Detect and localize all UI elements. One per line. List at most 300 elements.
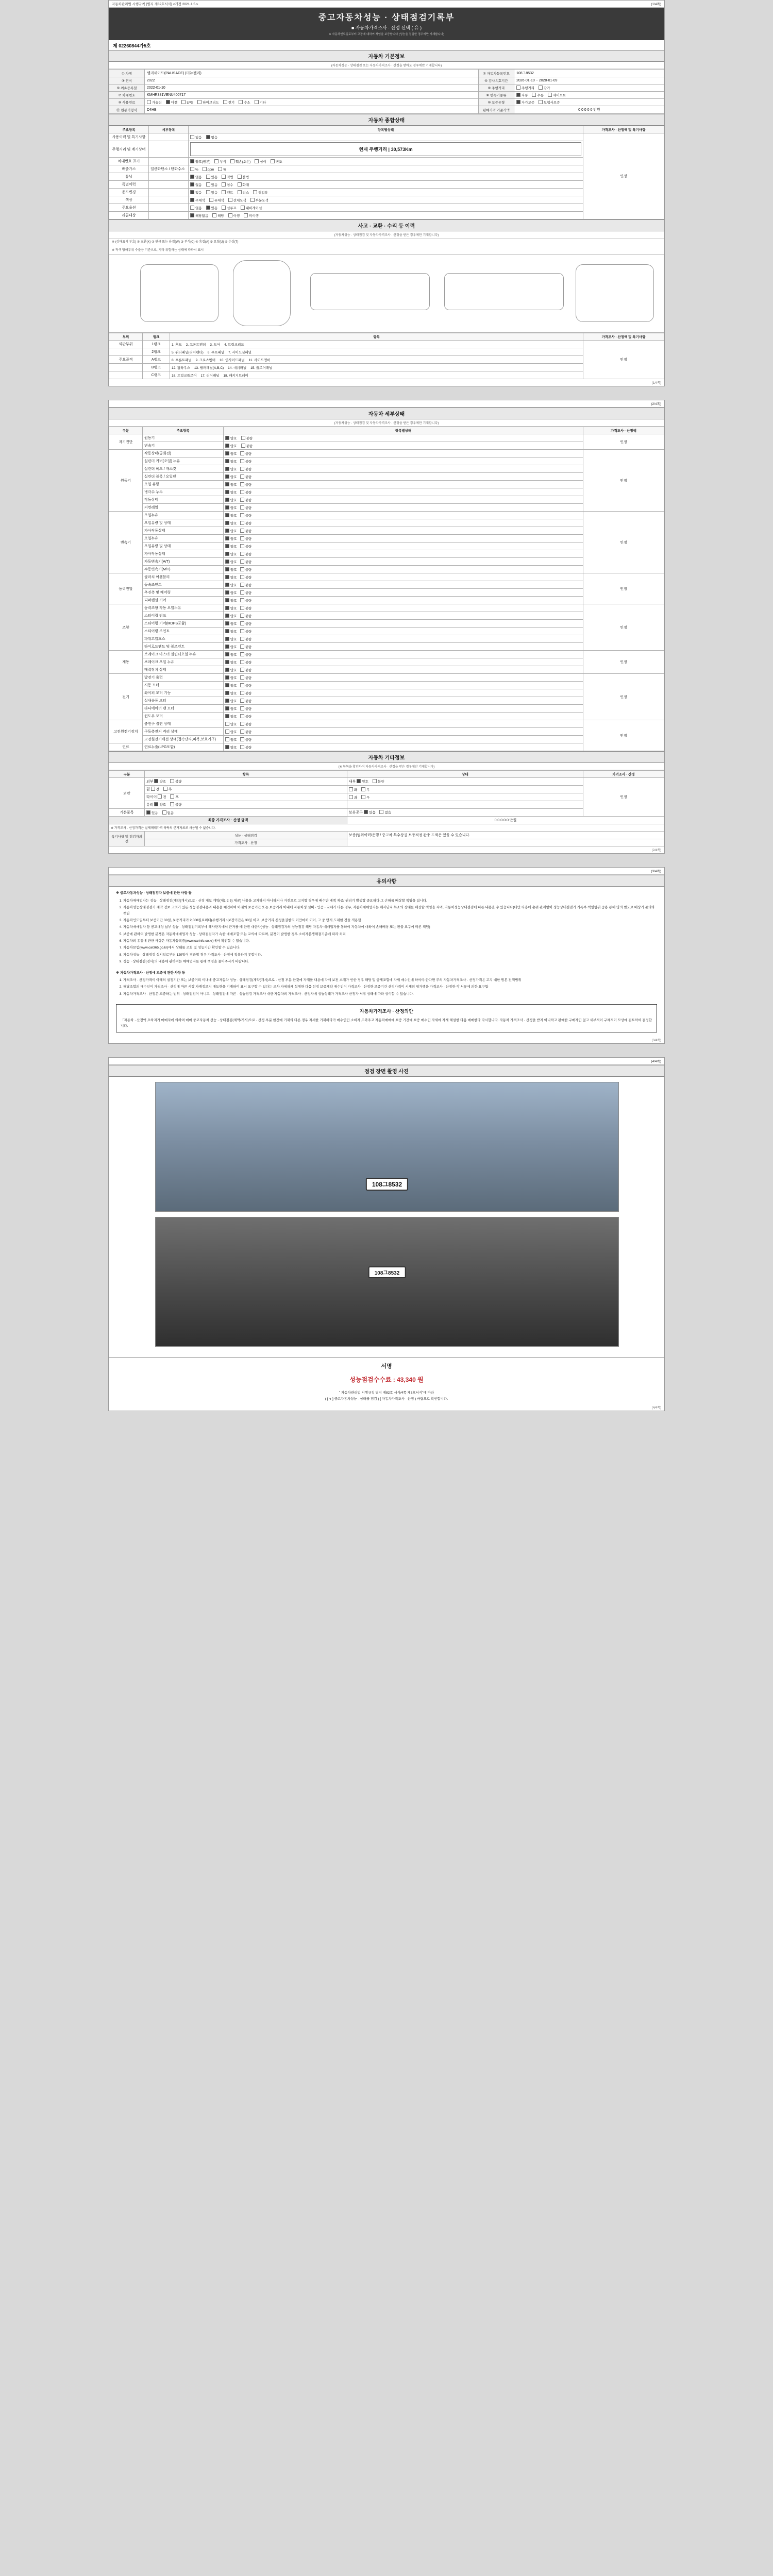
checkbox-options-1[interactable]: 있음 <box>206 206 218 210</box>
checkbox-good[interactable]: 양호 <box>225 668 237 672</box>
table-row <box>109 643 664 651</box>
table-row <box>109 189 664 196</box>
checkbox-good[interactable]: 양호 <box>225 722 237 726</box>
checkbox-good[interactable]: 양호 <box>225 699 237 703</box>
checkbox-recall-3[interactable]: 미이행 <box>244 213 259 218</box>
checkbox-good[interactable]: 양호 <box>225 474 237 479</box>
detail-state <box>224 581 583 589</box>
label-mileage: ⑥ 주행거리 <box>478 84 514 92</box>
checkbox-fuel-2[interactable]: LPG <box>181 100 193 105</box>
checkbox-good[interactable]: 양호 <box>225 490 237 495</box>
checkbox-good[interactable]: 양호 <box>225 598 237 603</box>
detail-sign-4: 인정 <box>583 573 664 604</box>
checkbox-usechange-3[interactable]: 리스 <box>238 190 249 195</box>
value-mileage-checks <box>514 84 664 92</box>
checkbox-recall-2[interactable]: 이행 <box>228 213 240 218</box>
label-vin: ⑦ 차대번호 <box>109 92 145 99</box>
frame-rank-3: B랭크 <box>143 364 170 371</box>
row-tuning-sub <box>149 173 189 181</box>
checkbox-bad[interactable]: 불량 <box>240 560 252 564</box>
detail-item: 파워고압호스 <box>143 635 224 643</box>
checkbox-good[interactable]: 양호 <box>225 629 237 634</box>
checkbox-history-no[interactable]: 없음 <box>206 135 218 140</box>
checkbox-bad[interactable]: 불량 <box>240 683 252 688</box>
etc-col-price: 가격조사 · 산정 <box>583 771 664 778</box>
checkbox-good[interactable]: 양호 <box>225 529 237 533</box>
checkbox-usechange-4[interactable]: 영업용 <box>253 190 268 195</box>
checkbox-special-2[interactable]: 침수 <box>222 182 233 187</box>
checkbox-tire-rt[interactable]: 우 <box>361 795 369 800</box>
detail-group-fuel: 연료 <box>109 743 143 751</box>
etc-state-3 <box>347 801 583 809</box>
label-fuel: ⑨ 사용연료 <box>109 99 145 106</box>
frame-item[interactable]: 12. 휠하우스 <box>172 366 190 370</box>
detail-state <box>224 635 583 643</box>
checkbox-bad[interactable]: 불량 <box>241 436 253 440</box>
checkbox-bad[interactable]: 불량 <box>240 467 252 471</box>
detail-state <box>224 550 583 558</box>
etc-state-1 <box>347 786 583 793</box>
detail-state <box>224 713 583 720</box>
row-odo-sub <box>149 141 189 158</box>
section-detail-sub: (자동차성능 · 상태점검 및 자동차가격조사 · 산정을 받은 경우에만 기재합니다) <box>109 419 664 427</box>
label-price-base: 판매가격 기준가액 <box>478 106 514 114</box>
frame-item[interactable]: 8. 프론트패널 <box>172 358 192 362</box>
document-title-band <box>109 8 664 40</box>
checkbox-good[interactable]: 양호 <box>225 567 237 572</box>
checkbox-fuel-4[interactable]: 전기 <box>223 100 235 105</box>
checkbox-int-bad[interactable]: 불량 <box>373 779 384 784</box>
checkbox-bad[interactable]: 불량 <box>240 474 252 479</box>
checkbox-good[interactable]: 양호 <box>225 544 237 549</box>
checkbox-trans-0[interactable]: 자동 <box>516 93 528 97</box>
checkbox-bad[interactable]: 불량 <box>240 621 252 626</box>
section-etc-title: 자동차 기타정보 <box>109 751 664 763</box>
table-row <box>109 658 664 666</box>
checkbox-good[interactable]: 양호 <box>225 444 237 448</box>
checkbox-bad[interactable]: 불량 <box>240 583 252 587</box>
checkbox-options-3[interactable]: 내비게이션 <box>241 206 262 210</box>
checkbox-good[interactable]: 양호 <box>225 745 237 750</box>
checkbox-warranty-0[interactable]: 자가보증 <box>516 100 534 105</box>
diagram-side-right <box>444 273 564 310</box>
checkbox-fuel-6[interactable]: 기타 <box>255 100 266 105</box>
checkbox-trans-2[interactable]: 세미오토 <box>548 93 566 97</box>
table-row <box>109 620 664 628</box>
checkbox-good[interactable]: 양호 <box>225 691 237 696</box>
etc-state-4 <box>347 809 583 817</box>
checkbox-bad[interactable]: 불량 <box>240 590 252 595</box>
checkbox-tire-l[interactable]: 좌 <box>349 795 357 800</box>
signature-title: 서명 <box>109 1357 664 1374</box>
row-vin-mark-label: 차대번호 표기 <box>109 158 149 165</box>
checkbox-good[interactable]: 양호 <box>225 575 237 580</box>
checkbox-color-0[interactable]: 무채색 <box>190 198 205 202</box>
checkbox-basic-yes[interactable]: 있음 <box>146 810 158 815</box>
row-odo-state <box>189 141 583 158</box>
checkbox-bad[interactable]: 불량 <box>240 575 252 580</box>
checkbox-bad[interactable]: 불량 <box>240 660 252 665</box>
etc-item-4 <box>145 809 347 817</box>
checkbox-bad[interactable]: 불량 <box>240 498 252 502</box>
checkbox-color-3[interactable]: 부분도색 <box>250 198 268 202</box>
checkbox-mileage-b[interactable]: 감가 <box>539 86 550 90</box>
special-sub: 성능 · 상태점검 <box>145 832 347 839</box>
checkbox-bad[interactable]: 불량 <box>240 544 252 549</box>
frame-item[interactable]: 13. 필러패널(A,B,C) <box>194 366 224 370</box>
checkbox-recall-1[interactable]: 해당 <box>212 213 224 218</box>
checkbox-bad[interactable]: 불량 <box>240 529 252 533</box>
page-number-1: (1/4쪽) <box>651 3 661 6</box>
checkbox-wheel-rt[interactable]: 우 <box>361 787 369 792</box>
checkbox-options-0[interactable]: 없음 <box>190 206 202 210</box>
checkbox-bad[interactable]: 불량 <box>240 451 252 456</box>
checkbox-bad[interactable]: 불량 <box>240 722 252 726</box>
checkbox-good[interactable]: 양호 <box>225 505 237 510</box>
table-row <box>109 212 664 219</box>
table-row <box>109 589 664 597</box>
detail-table <box>109 427 664 751</box>
checkbox-good[interactable]: 양호 <box>225 583 237 587</box>
table-row <box>109 465 664 473</box>
checkbox-bad[interactable]: 불량 <box>240 652 252 657</box>
checkbox-usechange-0[interactable]: 없음 <box>190 190 202 195</box>
checkbox-good[interactable]: 양호 <box>225 660 237 665</box>
photo-footer <box>109 1388 664 1404</box>
frame-item[interactable]: 3. 도어 <box>210 343 221 347</box>
detail-group-brake: 제동 <box>109 651 143 674</box>
row-usechange-state <box>189 189 583 196</box>
checkbox-color-1[interactable]: 유채색 <box>209 198 224 202</box>
checkbox-vin-3[interactable]: 상이 <box>255 159 266 164</box>
sheet3-topnote <box>109 868 664 875</box>
checkbox-good[interactable]: 양호 <box>225 621 237 626</box>
frame-col-items: 항목 <box>170 333 583 341</box>
checkbox-good[interactable]: 양호 <box>225 521 237 526</box>
table-row <box>109 204 664 212</box>
frame-part-3 <box>109 364 143 371</box>
table-row <box>109 165 664 173</box>
checkbox-bad[interactable]: 불량 <box>240 505 252 510</box>
table-row <box>109 612 664 620</box>
checkbox-tuning-3[interactable]: 불법 <box>238 175 249 179</box>
table-row <box>109 527 664 535</box>
emission-smoke: % <box>218 167 226 172</box>
detail-item: 타이로드엔드 및 볼조인트 <box>143 643 224 651</box>
detail-sign-6: 인정 <box>583 651 664 674</box>
table-header-row <box>109 333 664 341</box>
frame-items-1 <box>170 348 583 356</box>
detail-group-trans: 변속기 <box>109 512 143 573</box>
detail-item: 윈도우 모터 <box>143 713 224 720</box>
frame-col-price: 가격조사 · 산정액 및 특기사항 <box>583 333 664 341</box>
row-usechange-sub <box>149 189 189 196</box>
checkbox-bad[interactable]: 불량 <box>240 645 252 649</box>
checkbox-good[interactable]: 양호 <box>225 513 237 518</box>
checkbox-good[interactable]: 양호 <box>225 714 237 719</box>
frame-rank-4: C랭크 <box>143 371 170 379</box>
checkbox-history-yes[interactable]: 있음 <box>190 135 202 140</box>
table-row <box>109 597 664 604</box>
checkbox-bad[interactable]: 불량 <box>240 691 252 696</box>
table-row <box>109 839 664 846</box>
checkbox-bad[interactable]: 불량 <box>240 629 252 634</box>
checkbox-wheel-l[interactable]: 좌 <box>349 787 357 792</box>
checkbox-vin-4[interactable]: 변조 <box>271 159 282 164</box>
checkbox-good[interactable]: 양호 <box>225 451 237 456</box>
detail-item: 원동기 <box>143 434 224 442</box>
frame-item[interactable]: 2. 프론트펜더 <box>186 343 206 347</box>
frame-rank-0: 1랭크 <box>143 341 170 348</box>
checkbox-options-2[interactable]: 선루프 <box>222 206 237 210</box>
frame-item[interactable]: 5. 쿼터패널(리어펜더) <box>172 350 204 354</box>
row-history-label: 사용이력 및 특기사항 <box>109 133 149 141</box>
photo-footer-line1: " 자동차관리법 시행규칙 별지 제82호 서식/4쪽 제3호서식"에 따라 <box>339 1391 434 1395</box>
detail-state <box>224 666 583 674</box>
detail-col-price: 가격조사 · 산정액 <box>583 427 664 434</box>
checkbox-fuel-3[interactable]: 하이브리드 <box>197 100 219 105</box>
value-year: 2022 <box>145 77 479 84</box>
detail-state <box>224 519 583 527</box>
checkbox-bad[interactable]: 불량 <box>240 706 252 711</box>
detail-item: 스티어링 펌프 <box>143 612 224 620</box>
table-row <box>109 635 664 643</box>
row-special-sub <box>149 181 189 189</box>
checkbox-bad[interactable]: 불량 <box>240 675 252 680</box>
frame-item[interactable]: 14. 대쉬패널 <box>228 366 247 370</box>
checkbox-good[interactable]: 양호 <box>225 590 237 595</box>
checkbox-int-good[interactable]: 양호 <box>357 779 368 784</box>
etc-item-0 <box>145 778 347 786</box>
detail-group-engine: 원동기 <box>109 450 143 512</box>
checkbox-special-0[interactable]: 없음 <box>190 182 202 187</box>
checkbox-good[interactable]: 양호 <box>225 645 237 649</box>
detail-item: 디퍼렌셜 기어 <box>143 597 224 604</box>
checkbox-usechange-1[interactable]: 있음 <box>206 190 218 195</box>
checkbox-fuel-0[interactable]: 가솔린 <box>147 100 162 105</box>
section-accident-title: 사고 · 교환 · 수리 등 이력 <box>109 219 664 231</box>
checkbox-tuning-2[interactable]: 적법 <box>222 175 233 179</box>
checkbox-ext-bad[interactable]: 불량 <box>170 779 182 784</box>
value-vin: KMHR381VENU400717 <box>145 92 479 99</box>
checkbox-ext-good[interactable]: 양호 <box>154 779 166 784</box>
checkbox-good[interactable]: 양호 <box>225 737 237 742</box>
detail-state <box>224 720 583 728</box>
total-note: ※ 가격조사 · 산정가격은 실제매매가격 하락의 근거자료로 사용될 수 없습니다. <box>109 824 664 832</box>
checkbox-good[interactable]: 양호 <box>225 459 237 464</box>
checkbox-bad[interactable]: 불량 <box>240 598 252 603</box>
detail-sign-2: 인정 <box>583 450 664 512</box>
table-row <box>109 689 664 697</box>
overall-table <box>109 126 664 219</box>
notice-item: 7. 자동차보험(www.car365.go.kr)에서 상태를 조회 및 성능기간 확인할 수 있습니다. <box>123 945 657 951</box>
checkbox-bad[interactable]: 불량 <box>240 552 252 556</box>
checkbox-bad[interactable]: 불량 <box>240 513 252 518</box>
detail-state <box>224 643 583 651</box>
checkbox-good[interactable]: 양호 <box>225 606 237 611</box>
row-tuning-label: 튜닝 <box>109 173 149 181</box>
notice-box-title: 자동차가격조사 · 산정의안 <box>360 1009 413 1014</box>
checkbox-tire-r[interactable]: 후 <box>170 794 178 799</box>
table-row <box>109 666 664 674</box>
checkbox-tuning-0[interactable]: 없음 <box>190 175 202 179</box>
checkbox-wheel-r[interactable]: 후 <box>163 787 172 791</box>
sheet-1 <box>108 0 665 386</box>
frame-item[interactable]: 1. 후드 <box>172 343 182 347</box>
checkbox-fuel-1[interactable]: 디젤 <box>166 100 178 105</box>
checkbox-bad[interactable]: 불량 <box>240 699 252 703</box>
checkbox-vin-1[interactable]: 부식 <box>214 159 226 164</box>
frame-item[interactable]: 4. 트렁크리드 <box>224 343 244 347</box>
basic-info-table <box>109 69 664 114</box>
table-row <box>109 158 664 165</box>
total-label: 최종 가격조사 · 산정 금액 <box>109 817 347 824</box>
table-row <box>109 697 664 705</box>
row-emission-label: 배출가스 <box>109 165 149 173</box>
emission-hc: ppm <box>203 167 214 172</box>
checkbox-bad[interactable]: 불량 <box>240 482 252 487</box>
detail-item: 스티어링 기어(MDPS포함) <box>143 620 224 628</box>
checkbox-tools-yes[interactable]: 있음 <box>364 810 376 815</box>
checkbox-glass-good[interactable]: 양호 <box>154 802 166 807</box>
section-accident-sub: (자동차성능 · 상태점검 및 자동차가격조사 · 산정을 받은 경우에만 기재합니다) <box>109 231 664 239</box>
checkbox-tools-no[interactable]: 없음 <box>379 810 391 815</box>
checkbox-vin-0[interactable]: 양호(원본) <box>190 159 210 164</box>
table-row <box>109 356 664 364</box>
checkbox-wheel-f[interactable]: 전 <box>151 787 159 791</box>
table-row <box>109 778 664 786</box>
label-engine-type: ⑪ 원동기형식 <box>109 106 145 114</box>
checkbox-bad[interactable]: 불량 <box>240 714 252 719</box>
checkbox-good[interactable]: 양호 <box>225 467 237 471</box>
checkbox-mileage-a[interactable]: 주행거리 <box>516 86 534 90</box>
label-transmission: ⑧ 변속기종류 <box>478 92 514 99</box>
frame-item[interactable]: 7. 사이드실패널 <box>228 350 251 354</box>
frame-item[interactable]: 11. 사이드멤버 <box>248 358 271 362</box>
checkbox-tire-f[interactable]: 전 <box>158 794 166 799</box>
frame-item[interactable]: 10. 인사이드패널 <box>220 358 245 362</box>
car-damage-diagram <box>109 255 664 333</box>
detail-item: 커먼레일 <box>143 504 224 512</box>
checkbox-bad[interactable]: 불량 <box>240 567 252 572</box>
notice-item: 8. 자동차성능 · 상태점검 실시일로부터 120일이 경과할 경우 가격조사 · 산정에 적용하지 못합니다. <box>123 952 657 958</box>
special-value2 <box>347 839 664 846</box>
frame-item[interactable]: 6. 루프패널 <box>207 350 225 354</box>
frame-item[interactable]: 17. 리어패널 <box>200 374 220 378</box>
row-recall-sub <box>149 212 189 219</box>
frame-item[interactable]: 9. 크로스멤버 <box>195 358 216 362</box>
checkbox-bad[interactable]: 불량 <box>240 614 252 618</box>
frame-part-1 <box>109 348 143 356</box>
checkbox-bad[interactable]: 불량 <box>240 745 252 750</box>
checkbox-bad[interactable]: 불량 <box>241 444 253 448</box>
checkbox-bad[interactable]: 불량 <box>240 606 252 611</box>
document-number-row <box>109 40 664 50</box>
emission-co: % <box>190 167 198 172</box>
checkbox-special-1[interactable]: 있음 <box>206 182 218 187</box>
frame-items-4 <box>170 371 583 379</box>
checkbox-good[interactable]: 양호 <box>225 498 237 502</box>
checkbox-good[interactable]: 양호 <box>225 614 237 618</box>
checkbox-good[interactable]: 양호 <box>225 652 237 657</box>
checkbox-trans-1[interactable]: 수동 <box>532 93 544 97</box>
table-row <box>109 824 664 832</box>
frame-item[interactable]: 18. 패키지트레이 <box>223 374 248 378</box>
checkbox-good[interactable]: 양호 <box>225 675 237 680</box>
checkbox-bad[interactable]: 불량 <box>240 737 252 742</box>
table-row <box>109 728 664 736</box>
page-number-2: (2/4쪽) <box>651 402 661 406</box>
checkbox-bad[interactable]: 불량 <box>240 668 252 672</box>
checkbox-bad[interactable]: 불량 <box>240 490 252 495</box>
notice-item: 9. 성능 · 상태점검(검사)의 내용에 관하여는 매매업자를 통해 책임을 물어주시기 바랍니다. <box>123 959 657 964</box>
checkbox-bad[interactable]: 불량 <box>240 521 252 526</box>
row-recall-state <box>189 212 583 219</box>
sheet2-topnote <box>109 400 664 408</box>
checkbox-special-3[interactable]: 화재 <box>238 182 249 187</box>
checkbox-bad[interactable]: 불량 <box>240 459 252 464</box>
detail-col-group: 구분 <box>109 427 143 434</box>
detail-item: 연료누출(LPG포함) <box>143 743 224 751</box>
checkbox-good[interactable]: 양호 <box>225 536 237 541</box>
frame-part-4 <box>109 371 143 379</box>
checkbox-fuel-5[interactable]: 수소 <box>239 100 250 105</box>
checkbox-tuning-1[interactable]: 있음 <box>206 175 218 179</box>
checkbox-bad[interactable]: 불량 <box>240 730 252 734</box>
total-value: 0 0 0 0 0 만원 <box>347 817 664 824</box>
detail-item: 클러치 어셈블리 <box>143 573 224 581</box>
checkbox-bad[interactable]: 불량 <box>240 637 252 641</box>
sheet-4 <box>108 1057 665 1411</box>
etc-col-item: 항목 <box>145 771 347 778</box>
detail-state <box>224 743 583 751</box>
checkbox-good[interactable]: 양호 <box>225 730 237 734</box>
checkbox-basic-no[interactable]: 없음 <box>162 810 174 815</box>
table-row <box>109 196 664 204</box>
notice-part2-item: 3. 자동차가격조사 · 산정은 보증하는 범위 · 상태점검이 아니고 · 상태점검에 따른 · 성능점검 가격조사 대한 자동차의 가격조사 · 산정자에 성능상태가 가격조사 산정자 서류 상태에 따라 상이할 수 있습니다. <box>123 991 657 997</box>
row-options-sub <box>149 204 189 212</box>
detail-state <box>224 488 583 496</box>
checkbox-good[interactable]: 양호 <box>225 637 237 641</box>
table-row <box>109 84 664 92</box>
detail-state <box>224 573 583 581</box>
checkbox-good[interactable]: 양호 <box>225 482 237 487</box>
checkbox-glass-bad[interactable]: 불량 <box>170 802 182 807</box>
checkbox-vin-2[interactable]: 훼손(오손) <box>230 159 250 164</box>
checkbox-usechange-2[interactable]: 렌트 <box>222 190 233 195</box>
detail-item: 발전기 출력 <box>143 674 224 682</box>
checkbox-warranty-1[interactable]: 보험사보증 <box>539 100 560 105</box>
checkbox-good[interactable]: 양호 <box>225 552 237 556</box>
detail-state <box>224 504 583 512</box>
detail-item: 배력장치 상태 <box>143 666 224 674</box>
checkbox-good[interactable]: 양호 <box>225 436 237 440</box>
checkbox-bad[interactable]: 불량 <box>240 536 252 541</box>
sheet4-topnote <box>109 1058 664 1065</box>
detail-state <box>224 736 583 743</box>
checkbox-recall-0[interactable]: 해당없음 <box>190 213 208 218</box>
sheet2-footer: (2/4쪽) <box>651 849 661 853</box>
checkbox-good[interactable]: 양호 <box>225 706 237 711</box>
detail-item: 변속기 <box>143 442 224 450</box>
checkbox-good[interactable]: 양호 <box>225 683 237 688</box>
accident-legend-1: ※ (상태표시 부호) ① 교환(X) ② 판금 또는 용접(W) ③ 부식(C) ④ 흠집(A) ⑤ 요철(U) ⑥ 손상(T) <box>112 241 239 244</box>
frame-item[interactable]: 15. 플로어패널 <box>250 366 273 370</box>
frame-item[interactable]: 16. 트렁크플로어 <box>172 374 197 378</box>
checkbox-good[interactable]: 양호 <box>225 560 237 564</box>
notice-item: 1. 자동차매매업자는 성능 · 상태점검(계약(개시)으로 · 산정 제보 계약(제1·2·5) 제공) 내용을 고지하지 아니하거나 거짓으로 고지할 경우에 배수만 배액 제공/ 권리기 발생할 중요하다 그 손해를 배상할 책임을 집니다. <box>123 898 657 904</box>
checkbox-color-2[interactable]: 전체도색 <box>228 198 246 202</box>
